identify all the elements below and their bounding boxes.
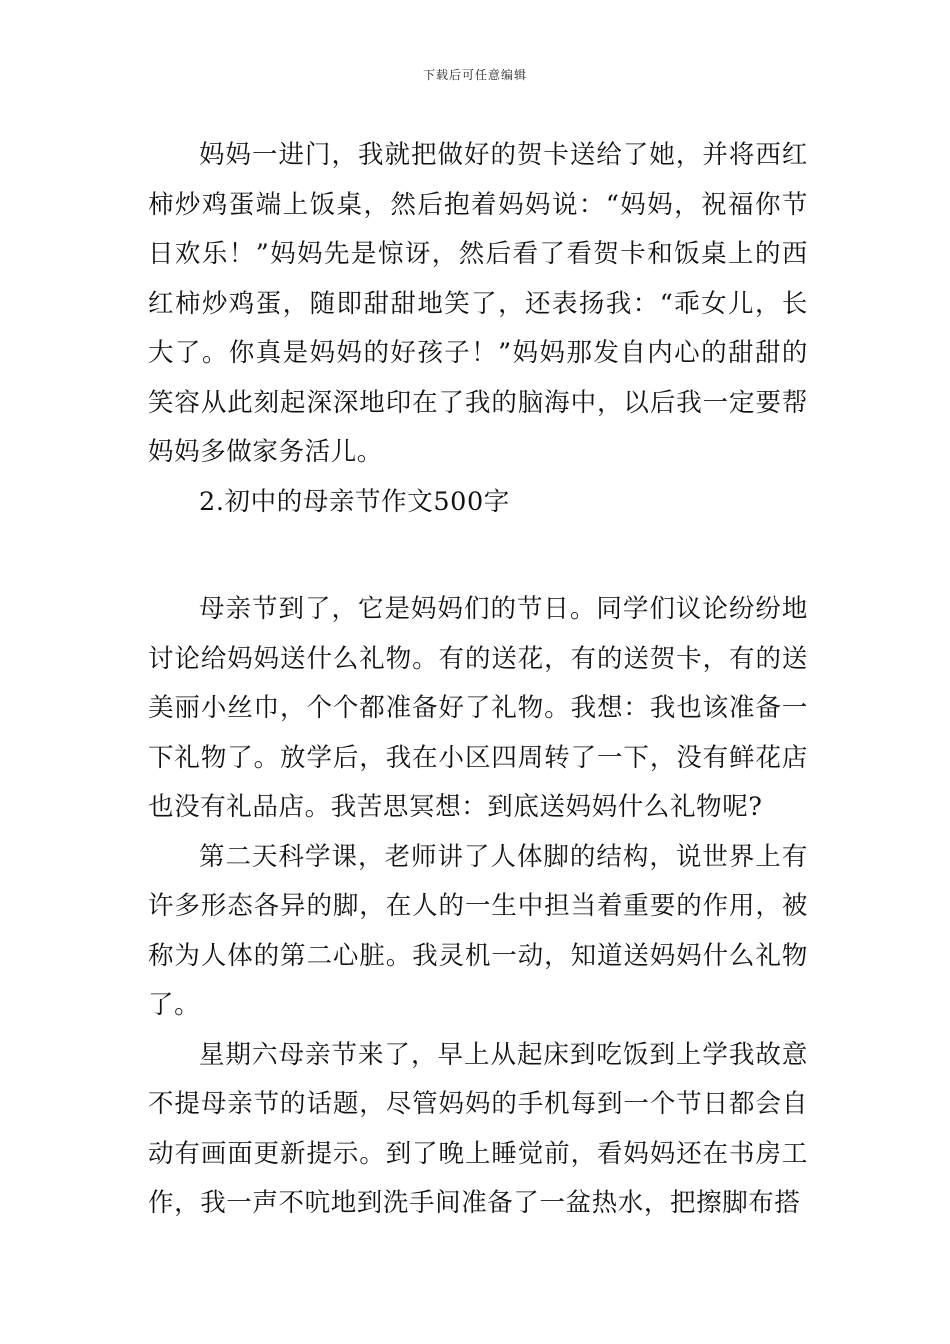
document-body [148,131,808,1229]
blank-line [148,527,808,585]
paragraph-4: 星期六母亲节来了，早上从起床到吃饭到上学我故意不提母亲节的话题，尽管妈妈的手机每到一个节日都会自动有画面更新提示。到了晚上睡觉前，看妈妈还在书房工作，我一声不吭地到洗手间准备了一盆热水，把擦脚布搭 [148,1039,808,1218]
paragraph-3: 第二天科学课，老师讲了人体脚的结构，说世界上有许多形态各异的脚，在人的一生中担当着重要的作用，被称为人体的第二心脏。我灵机一动，知道送妈妈什么礼物了。 [148,841,808,1020]
paragraph-1: 妈妈一进门，我就把做好的贺卡送给了她，并将西红柿炒鸡蛋端上饭桌，然后抱着妈妈说：“妈妈，祝福你节日欢乐！”妈妈先是惊讶，然后看了看贺卡和饭桌上的西红柿炒鸡蛋，随即甜甜地笑了，还表扬我：“乖女儿，长大了。你真是妈妈的好孩子！”妈妈那发自内心的甜甜的笑容从此刻起深深地印在了我的脑海中，以后我一定要帮妈妈多做家务活儿。 [148,140,808,467]
section-heading: 2.初中的母亲节作文500字 [199,486,510,517]
paragraph-2: 母亲节到了，它是妈妈们的节日。同学们议论纷纷地讨论给妈妈送什么礼物。有的送花，有的送贺卡，有的送美丽小丝巾，个个都准备好了礼物。我想：我也该准备一下礼物了。放学后，我在小区四周转了一下，没有鲜花店也没有礼品店。我苦思冥想：到底送妈妈什么礼物呢? [148,594,808,822]
header-note: 下载后可任意编辑 [422,68,527,82]
